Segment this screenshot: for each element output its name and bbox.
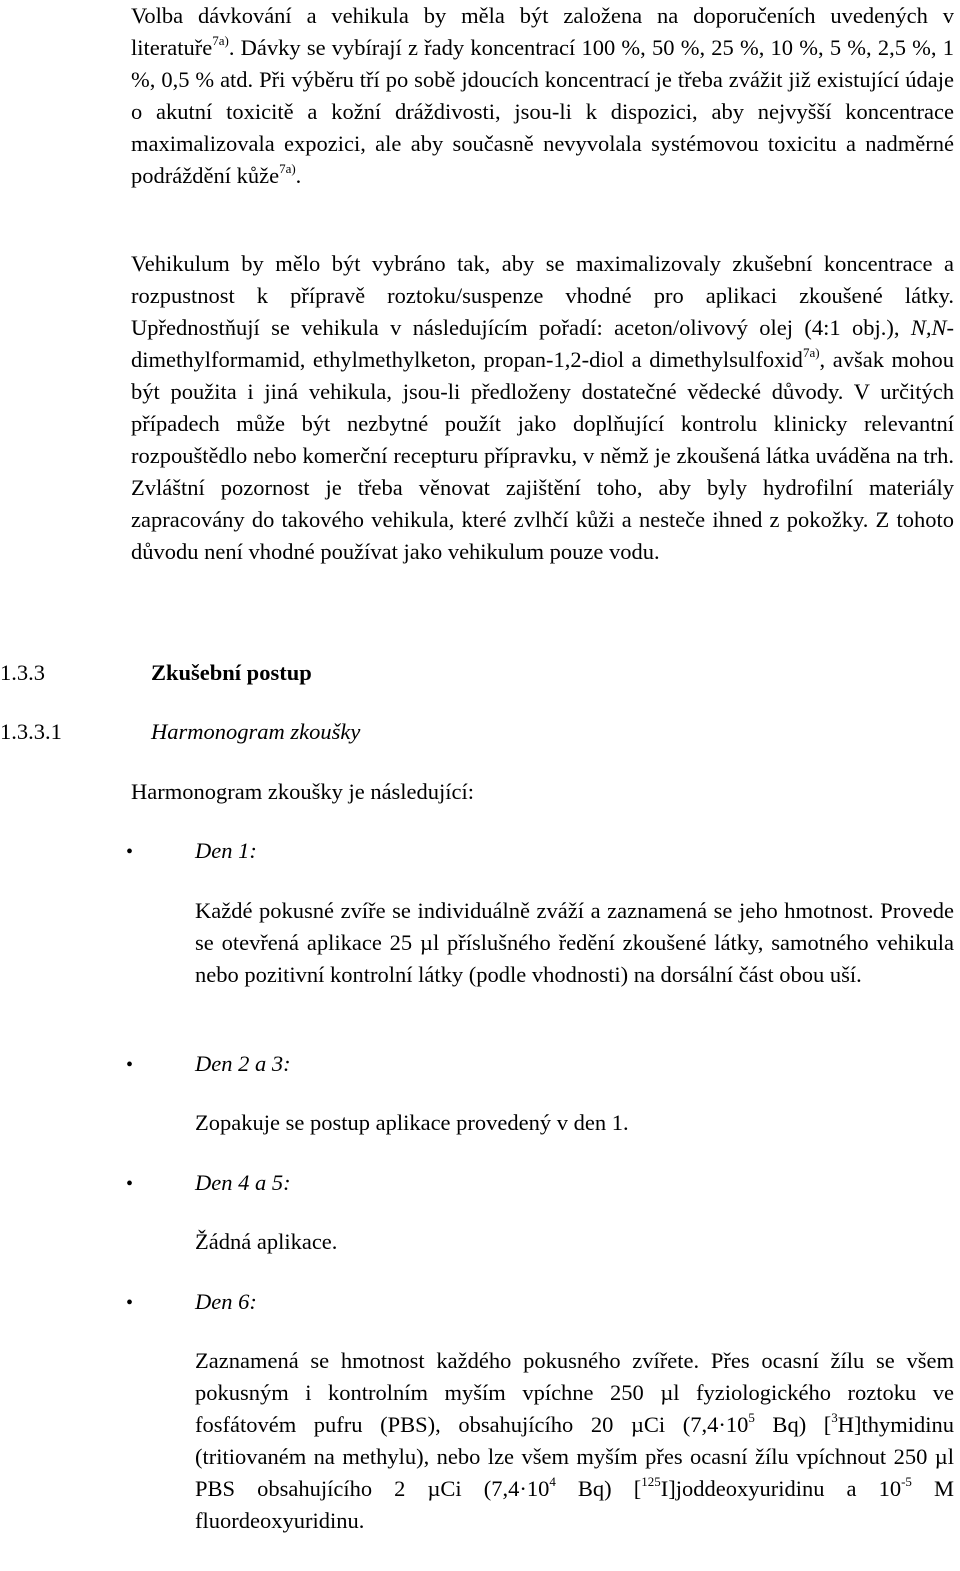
text-day-4-5: Žádná aplikace. xyxy=(195,1229,338,1254)
bullet-day-6: • xyxy=(126,1292,134,1314)
section-number-1-3-3: 1.3.3 xyxy=(0,660,45,685)
schedule-intro: Harmonogram zkoušky je následující: xyxy=(131,779,475,804)
bullet-day-1: • xyxy=(126,841,134,863)
bullet-day-4-5: • xyxy=(126,1173,134,1195)
text-day-2-3: Zopakuje se postup aplikace provedený v den 1. xyxy=(195,1110,629,1135)
label-day-2-3: Den 2 a 3: xyxy=(195,1051,291,1076)
text-day-1: Každé pokusné zvíře se individuálně zváží a zaznamená se jeho hmotnost. Provede se otevřená aplikace 25 µl příslušného ředění zkoušené látky, samotného vehikula nebo pozitivní kontrolní látky (podle vhodnosti) na dorsální část obou uší. xyxy=(195,898,954,987)
paragraph-dosage: Volba dávkování a vehikula by měla být založena na doporučeních uvedených v literatuře$^{7a)}$. Dávky se vybírají z řady koncentrací 100 %, 50 %, 25 %, 10 %, 5 %, 2,5 %, 1 %, 0,5 % atd. Při výběru tří po sobě jdoucích koncentrací je třeba zvážit již existující údaje o akutní toxicitě a kožní dráždivosti, jsou-li k dispozici, aby nejvyšší koncentrace maximalizovala expozici, ale aby současně nevyvolala systémovou toxicitu a nadměrné podráždění kůže$^{7a)}$. xyxy=(131,3,954,188)
bullet-day-2-3: • xyxy=(126,1054,134,1076)
section-title-1-3-3: Zkušební postup xyxy=(151,660,312,685)
text-day-6: Zaznamená se hmotnost každého pokusného zvířete. Přes ocasní žílu se všem pokusným i kontrolním myším vpíchne 250 µl fyziologického roztoku ve fosfátovém pufru (PBS), obsahujícího 20 µCi ($7,4\cdot 10^5$ Bq) [$^3$H]thymidinu (tritiovaném na methylu), nebo lze všem myším přes ocasní žílu vpíchnout 250 µl PBS obsahujícího 2 µCi ($7,4\cdot 10^4$ Bq) [$^{125}$I]joddeoxyuridinu a $10^{-5}$ M fluordeoxyuridinu. xyxy=(195,1348,954,1533)
section-title-1-3-3-1: Harmonogram zkoušky xyxy=(151,719,361,744)
section-number-1-3-3-1: 1.3.3.1 xyxy=(0,719,62,744)
paragraph-vehicle: Vehikulum by mělo být vybráno tak, aby se maximalizovaly zkušební koncentrace a rozpustnost k přípravě roztoku/suspenze vhodné pro aplikaci zkoušené látky. Upřednostňují se vehikula v následujícím pořadí: aceton/olivový olej (4:1 obj.), N,N-dimethylformamid, ethylmethylketon, propan-1,2-diol a dimethylsulfoxid$^{7a)}$, avšak mohou být použita i jiná vehikula, jsou-li předloženy dostatečné vědecké důvody. V určitých případech může být nezbytné použít jako doplňující kontrolu klinicky relevantní rozpouštědlo nebo komerční recepturu přípravku, v němž je zkoušená látka uváděna na trh. Zvláštní pozornost je třeba věnovat zajištění toho, aby byly hydrofilní materiály zapracovány do takového vehikula, které zvlhčí kůži a nesteče ihned z pokožky. Z tohoto důvodu není vhodné používat jako vehikulum pouze vodu. xyxy=(131,251,954,564)
label-day-4-5: Den 4 a 5: xyxy=(195,1170,291,1195)
label-day-6: Den 6: xyxy=(195,1289,257,1314)
label-day-1: Den 1: xyxy=(195,838,257,863)
